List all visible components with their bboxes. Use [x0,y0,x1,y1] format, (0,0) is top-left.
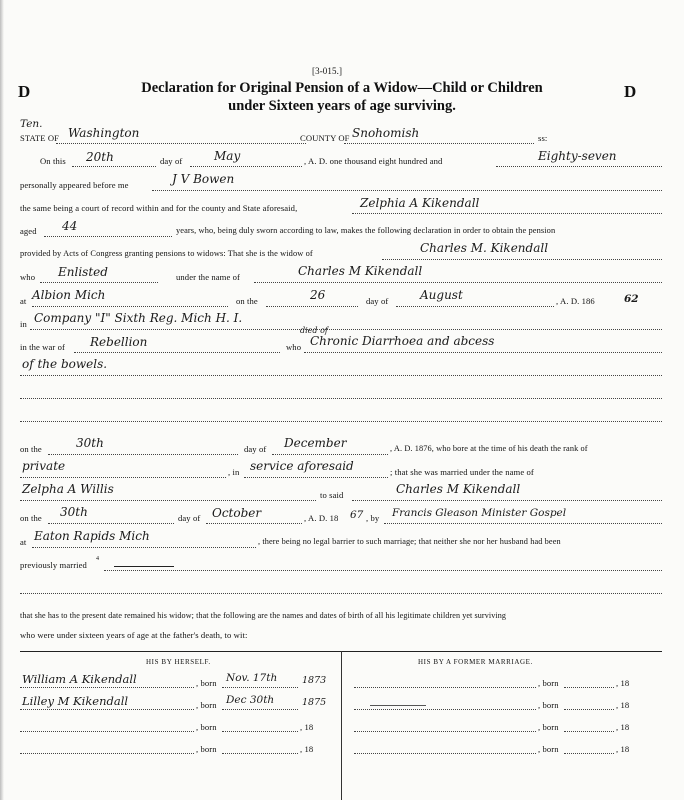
born-label: , born [538,744,559,754]
marr-year: 67 [350,509,364,521]
name-of-label: under the name of [176,272,240,282]
death-day-of: day of [244,444,267,454]
county-suffix: ss: [538,133,548,143]
rank-value: private [22,459,66,473]
married-text: ; that she was married under the name of [390,467,534,477]
spouse-name: Charles M Kikendall [396,482,521,496]
child-year: 1873 [302,675,327,686]
at-label: at [20,296,27,306]
marr-day-of: day of [178,513,201,523]
aged-label: aged [20,226,37,236]
year-prefix: , 18 [616,700,630,710]
marr-ad: , A. D. 18 [304,513,339,523]
child-name: William A Kikendall [22,672,137,686]
widow-name: Zelphia A Kikendall [360,196,480,210]
died-of-note: died of [300,326,328,335]
born-label: , born [196,744,217,754]
day-of-label: day of [160,156,183,166]
remained-text: that she has to the present date remained his widow; that the following are the names and dates of birth of all his legitimate children yet surviving [20,611,507,620]
maiden-name: Zelpha A Willis [22,482,114,496]
born-label: , born [196,722,217,732]
officiant-name: Francis Gleason Minister Gospel [392,507,567,519]
year-value: Eighty-seven [538,149,617,163]
alias-name: Charles M Kikendall [298,264,423,278]
in2-label: , in [228,467,240,477]
born-label: , born [538,678,559,688]
service-value: service aforesaid [250,459,354,473]
form-title-line1: Declaration for Original Pension of a Widow—Child or Children [141,80,543,96]
on-this-label: On this [40,156,66,166]
barrier-text: , there being no legal barrier to such marriage; that neither she nor her husband had been [258,537,561,546]
court-label: the same being a court of record within and for the county and State aforesaid, [20,203,298,213]
born-label: , born [196,700,217,710]
who-label: who [20,272,36,282]
enlist-day-of: day of [366,296,389,306]
cause-of-death: Chronic Diarrhoea and abcess [310,334,495,348]
born-label: , born [538,700,559,710]
corner-letter-left: D [18,82,31,101]
child-born: Dec 30th [226,694,275,706]
cause-of-death-cont: of the bowels. [22,357,108,371]
state-prefix: Ten. [20,118,43,130]
death-on-the: on the [20,444,42,454]
marr-day: 30th [60,505,88,519]
who-died-label: who [286,342,302,352]
marr-place: Eaton Rapids Mich [34,529,150,543]
header-former-marriage: HIS BY A FORMER MARRIAGE. [418,658,533,666]
year-prefix: , 18 [616,744,630,754]
page-edge-shadow [0,0,4,800]
company-value: Company "I" Sixth Reg. Mich H. I. [34,311,243,325]
provided-text: provided by Acts of Congress granting pensions to widows: That she is the widow of [20,249,313,258]
corner-letter-right: D [624,82,637,101]
year-prefix: , 18 [616,722,630,732]
war-value: Rebellion [90,335,148,349]
month-value: May [214,149,241,163]
at2-label: at [20,537,27,547]
enlisted-value: Enlisted [58,265,108,279]
year-prefix: , 18 [616,678,630,688]
child-year: 1875 [302,697,327,708]
death-ad: , A. D. 1876, who bore at the time of his death the rank of [390,444,588,453]
war-label: in the war of [20,342,65,352]
on-the-label: on the [236,296,258,306]
prev-married-text: previously married [20,560,87,570]
official-name: J V Bowen [172,172,235,186]
form-title-line2: under Sixteen years of age surviving. [228,98,456,114]
appeared-label: personally appeared before me [20,180,129,190]
enlist-month: August [420,288,463,302]
day-value: 20th [86,150,114,164]
in-label: in [20,319,27,329]
age-value: 44 [62,219,78,233]
county-value: Snohomish [352,126,420,140]
child-born: Nov. 17th [226,672,278,684]
sworn-text: years, who, being duly sworn according to law, makes the following declaration in order to obtain the pension [176,226,556,235]
children-table-divider [341,651,342,800]
county-label: COUNTY OF [300,133,350,143]
death-month: December [284,436,347,450]
year-prefix: , 18 [300,744,314,754]
header-his-by-herself: HIS BY HERSELF. [146,658,211,666]
child-name: Lilley M Kikendall [22,694,129,708]
under-sixteen-text: who were under sixteen years of age at the father's death, to wit: [20,630,248,640]
year-prefix: , 18 [300,722,314,732]
form-number: [3-015.] [312,66,343,76]
state-value: Washington [68,126,140,140]
by-label: , by [366,513,380,523]
to-said-label: to said [320,490,344,500]
state-label: STATE OF [20,133,60,143]
enlist-place: Albion Mich [32,288,106,302]
ad-label: , A. D. one thousand eight hundred and [304,156,443,166]
enlist-ad: , A. D. 186 [556,296,595,306]
prev-married-sup: 4 [96,556,100,562]
death-day: 30th [76,436,104,450]
enlist-day: 26 [310,288,326,302]
born-label: , born [196,678,217,688]
marr-on-the: on the [20,513,42,523]
marr-month: October [212,506,262,520]
enlist-year: 62 [624,293,639,305]
born-label: , born [538,722,559,732]
husband-name: Charles M. Kikendall [420,241,549,255]
